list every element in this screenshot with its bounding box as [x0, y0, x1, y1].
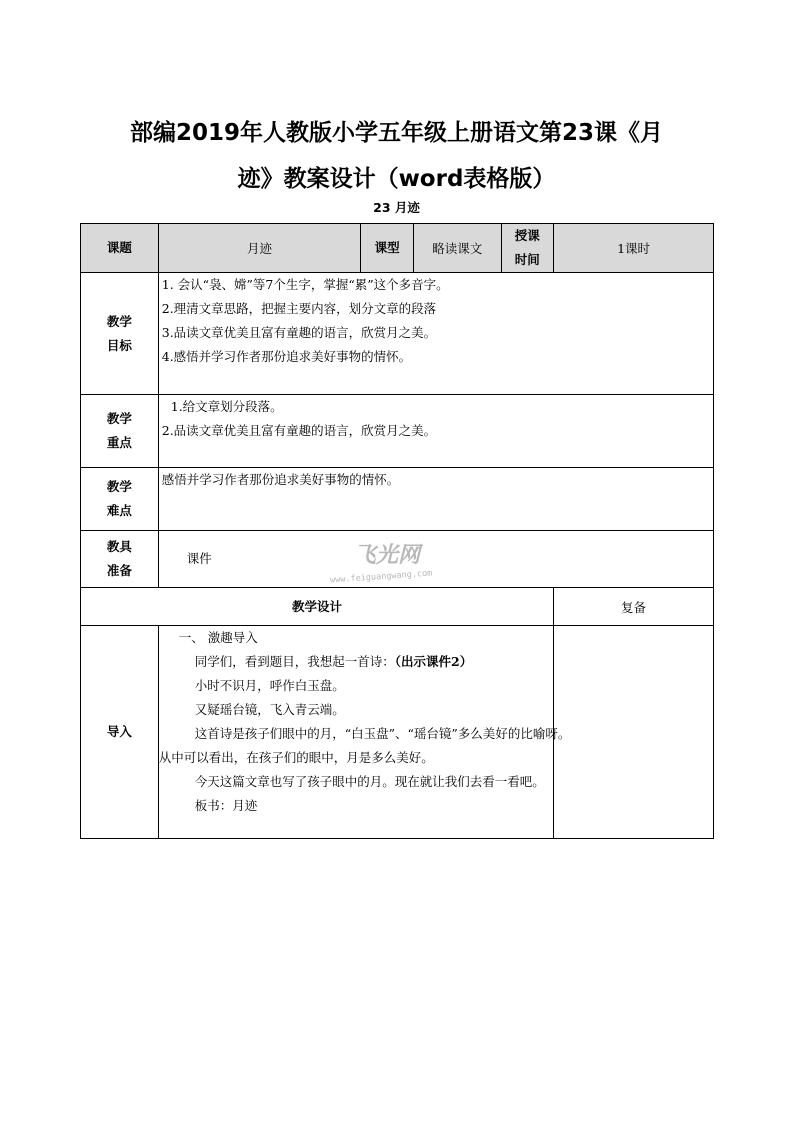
type-label: 课型	[361, 224, 414, 273]
watermark-brand: 飞光网	[354, 543, 421, 568]
goal-item: 1. 会认“袅、嫦”等7个生字，掌握“累”这个多音字。	[161, 277, 449, 292]
intro-row	[81, 626, 714, 839]
key-points-content	[158, 395, 713, 468]
topic-label: 课题	[81, 224, 159, 273]
design-label: 教学设计	[81, 588, 554, 626]
key-points-row	[81, 395, 714, 468]
goal-item: 4.感悟并学习作者那份追求美好事物的情怀。	[161, 349, 412, 364]
intro-line	[159, 650, 553, 674]
watermark-url: www.feiguangwang.com	[329, 568, 433, 586]
document-title	[60, 110, 733, 202]
difficulties-label-line-2: 难点	[106, 503, 132, 518]
intro-courseware-ref: （出示课件2）	[394, 654, 473, 669]
key-points-label	[81, 395, 159, 468]
poem-line: 又疑瑶台镜，飞入青云端。	[194, 702, 345, 717]
intro-content	[158, 626, 571, 839]
difficulties-row	[81, 468, 714, 531]
title-line-2: 迹》教案设计（word表格版）	[237, 166, 556, 192]
lesson-subtitle: 23 月迹	[373, 200, 420, 215]
time-label-line-1: 授课	[514, 228, 540, 243]
intro-line-text: 同学们，看到题目，我想起一首诗：	[194, 654, 395, 669]
lesson-plan-table	[80, 223, 714, 839]
tools-text: 课件	[186, 551, 212, 566]
review-label: 复备	[554, 588, 714, 626]
intro-paragraph: 这首诗是孩子们眼中的月，“白玉盘”、“瑶台镜”多么美好的比喻呀。	[194, 726, 571, 741]
design-header-row	[81, 588, 714, 626]
title-line-1: 部编2019年人教版小学五年级上册语文第23课《月	[129, 120, 664, 146]
intro-heading: 一、 激趣导入	[178, 630, 258, 645]
poem-line: 小时不识月，呼作白玉盘。	[194, 678, 345, 693]
goal-item: 2.理清文章思路，把握主要内容，划分文章的段落	[161, 301, 437, 316]
goals-label-line-1: 教学	[106, 313, 132, 329]
time-label	[501, 224, 554, 273]
key-point-item: 2.品读文章优美且富有童趣的语言，欣赏月之美。	[161, 423, 437, 438]
key-points-label-line-2: 重点	[106, 435, 132, 450]
time-label-line-2: 时间	[514, 252, 540, 267]
difficulty-text: 感悟并学习作者那份追求美好事物的情怀。	[161, 472, 400, 487]
topic-value: 月迹	[158, 224, 361, 273]
header-row	[81, 224, 714, 273]
tools-label-line-1: 教具	[106, 539, 132, 554]
key-point-item: 1.给文章划分段落。	[170, 399, 283, 414]
review-cell	[554, 626, 714, 839]
intro-label: 导入	[81, 626, 159, 839]
tools-content	[158, 531, 713, 588]
goals-label-line-2: 目标	[106, 337, 132, 353]
tools-label	[81, 531, 159, 588]
difficulties-label-line-1: 教学	[106, 479, 132, 494]
goals-row	[81, 273, 714, 395]
intro-paragraph: 今天这篇文章也写了孩子眼中的月。现在就让我们去看一看吧。	[194, 774, 545, 789]
difficulties-label	[81, 468, 159, 531]
goals-content	[158, 273, 713, 395]
board-note: 板书：月迹	[194, 798, 258, 813]
time-value: 1课时	[554, 224, 714, 273]
key-points-label-line-1: 教学	[106, 411, 132, 426]
goal-item: 3.品读文章优美且富有童趣的语言，欣赏月之美。	[161, 325, 437, 340]
type-value: 略读课文	[413, 224, 501, 273]
tools-label-line-2: 准备	[106, 563, 132, 578]
difficulties-content	[158, 468, 713, 531]
tools-row	[81, 531, 714, 588]
intro-paragraph-cont: 从中可以看出，在孩子们的眼中，月是多么美好。	[158, 750, 434, 765]
goals-label	[81, 273, 159, 395]
